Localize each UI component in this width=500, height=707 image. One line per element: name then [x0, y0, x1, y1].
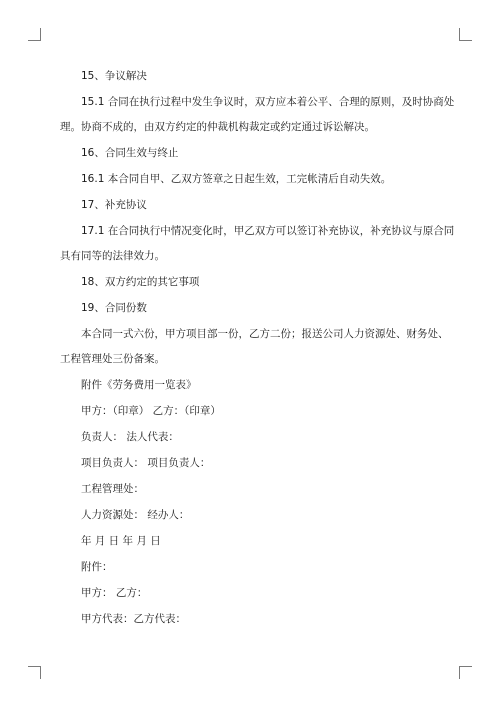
section-15-1-line2: 理。协商不成的，由双方约定的仲裁机构裁定或约定通过诉讼解决。: [60, 121, 375, 133]
section-16-heading: 16、合同生效与终止: [81, 147, 179, 159]
crop-mark-top-left: [28, 28, 41, 41]
section-15-1-line1: 15.1 合同在执行过程中发生争议时，双方应本着公平、合理的原则，及时协商处: [81, 96, 455, 108]
section-19-body-line2: 工程管理处三份备案。: [60, 353, 165, 365]
section-19-body-line1: 本合同一式六份，甲方项目部一份，乙方二份；报送公司人力资源处、财务处、: [81, 328, 449, 340]
crop-mark-bottom-left: [28, 666, 41, 679]
party-seal-line: 甲方：（印章） 乙方：（印章）: [81, 405, 221, 417]
date-line: 年 月 日 年 月 日: [81, 535, 161, 547]
section-15-heading: 15、争议解决: [81, 70, 147, 82]
section-17-1-line2: 具有同等的法律效力。: [60, 250, 165, 262]
attachment-title: 附件《劳务费用一览表》: [81, 379, 197, 391]
engineering-dept-line: 工程管理处：: [81, 483, 144, 495]
hr-dept-line: 人力资源处： 经办人：: [81, 509, 190, 521]
crop-mark-bottom-right: [459, 666, 472, 679]
section-17-1-line1: 17.1 在合同执行中情况变化时，甲乙双方可以签订补充协议，补充协议与原合同: [81, 225, 455, 237]
party-reps-line: 甲方代表：乙方代表：: [81, 613, 186, 625]
section-16-1: 16.1 本合同自甲、乙双方签章之日起生效，工完帐清后自动失效。: [81, 173, 392, 185]
attachment-label: 附件：: [81, 561, 113, 573]
responsible-line: 负责人： 法人代表：: [81, 431, 179, 443]
document-body: [60, 69, 455, 626]
section-18-heading: 18、双方约定的其它事项: [81, 276, 200, 288]
party-ab-line: 甲方： 乙方：: [81, 587, 148, 599]
project-responsible-line: 项目负责人： 项目负责人：: [81, 457, 211, 469]
section-19-heading: 19、合同份数: [81, 302, 147, 314]
crop-mark-top-right: [459, 28, 472, 41]
section-17-heading: 17、补充协议: [81, 199, 147, 211]
